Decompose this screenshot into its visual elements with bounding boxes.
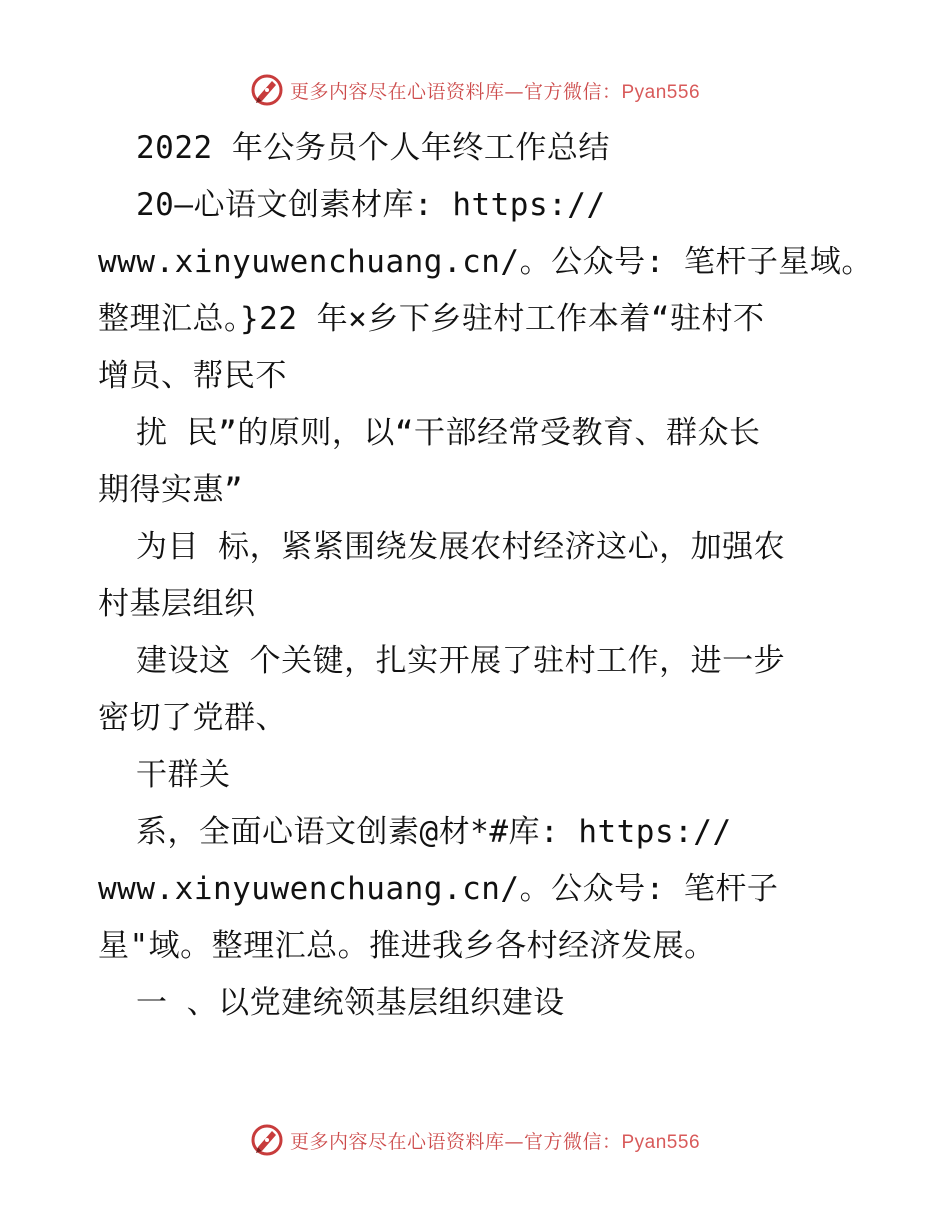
text-line: 扰 民”的原则，以“干部经常受教育、群众长 — [136, 415, 761, 451]
watermark-text: 更多内容尽在心语资料库—官方微信：Pyan556 — [289, 80, 701, 103]
text-line: www.xinyuwenchuang.cn/。公众号: 笔杆子 — [98, 871, 779, 907]
footer-watermark — [0, 1120, 950, 1160]
text-line: 村基层组织 — [98, 586, 256, 622]
text-line: www.xinyuwenchuang.cn/。公众号: 笔杆子星域。 — [98, 244, 873, 280]
pen-logo-icon — [250, 1123, 284, 1157]
text-line: 密切了党群、 — [98, 700, 287, 736]
document-body — [98, 120, 888, 1032]
watermark-brand: Pyan556 — [621, 1131, 701, 1153]
text-line: 星"域。整理汇总。推进我乡各村经济发展。 — [98, 928, 716, 964]
text-line: 一 、以党建统领基层组织建设 — [136, 985, 565, 1021]
pen-logo-icon — [250, 73, 284, 107]
text-line: 增员、帮民不 — [98, 358, 287, 394]
text-line: 干群关 — [136, 757, 231, 793]
text-line: 2022 年公务员个人年终工作总结 — [136, 130, 610, 166]
watermark-text: 更多内容尽在心语资料库—官方微信：Pyan556 — [289, 1130, 701, 1153]
watermark-group — [250, 1123, 700, 1157]
watermark-group — [250, 73, 700, 107]
text-line: 20—心语文创素材库: https:// — [136, 187, 606, 223]
text-line: 期得实惠” — [98, 472, 244, 508]
watermark-brand: Pyan556 — [621, 81, 701, 103]
text-line: 建设这 个关键，扎实开展了驻村工作，进一步 — [136, 643, 786, 679]
header-watermark — [0, 70, 950, 110]
text-line: 为目 标，紧紧围绕发展农村经济这心，加强农 — [136, 529, 786, 565]
text-line: 系，全面心语文创素@材*#库: https:// — [136, 814, 732, 850]
text-line: 整理汇总。}22 年×乡下乡驻村工作本着“驻村不 — [98, 301, 765, 337]
